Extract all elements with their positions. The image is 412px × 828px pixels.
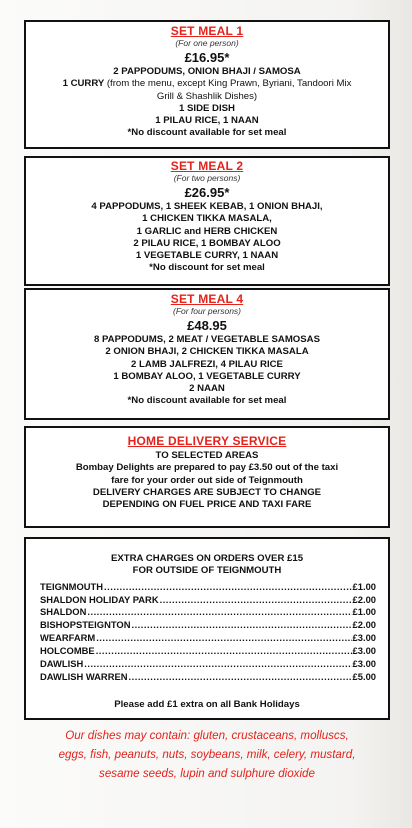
delivery-charge-row [40, 671, 376, 684]
delivery-price: £2.00 [352, 593, 376, 605]
delivery-place: DAWLISH WARREN [40, 670, 128, 682]
delivery-price: £3.00 [352, 632, 376, 644]
set-meal-2-line: 1 CHICKEN TIKKA MASALA, [142, 213, 272, 225]
extra-charges-box [24, 537, 390, 720]
set-meal-4-line: 8 PAPPODUMS, 2 MEAT / VEGETABLE SAMOSAS [93, 334, 320, 345]
set-meal-1-line-2 [26, 78, 388, 90]
set-meal-1-line-5: 1 PILAU RICE, 1 NAAN [155, 115, 259, 127]
set-meal-1-title: SET MEAL 1 [170, 24, 244, 38]
delivery-place: DAWLISH [40, 658, 84, 670]
set-meal-4-line: 2 LAMB JALFREZI, 4 PILAU RICE [131, 358, 283, 370]
delivery-charge-row [40, 594, 376, 607]
set-meal-1-curry: 1 CURRY [62, 78, 105, 90]
delivery-charge-row [40, 581, 376, 594]
set-meal-2-title: SET MEAL 2 [170, 159, 244, 173]
allergen-notice [26, 726, 388, 783]
home-delivery-line: fare for your order out side of Teignmouth [111, 474, 303, 486]
leader-dots [160, 594, 352, 607]
set-meal-4-box [24, 288, 390, 420]
set-meal-4-line: 2 NAAN [189, 383, 225, 395]
set-meal-2-price: £26.95* [184, 185, 230, 200]
set-meal-2-box [24, 156, 390, 286]
extra-charges-heading: EXTRA CHARGES ON ORDERS OVER £15 [110, 553, 304, 564]
leader-dots [131, 619, 351, 632]
delivery-price: £3.00 [352, 645, 376, 657]
delivery-charge-row [40, 645, 376, 658]
set-meal-4-price: £48.95 [187, 318, 227, 333]
set-meal-1-line-1: 2 PAPPODUMS, ONION BHAJI / SAMOSA [113, 66, 301, 77]
allergen-line: sesame seeds, lupin and sulphure dioxide [99, 767, 315, 780]
delivery-price: £1.00 [352, 606, 376, 618]
delivery-charge-row [40, 619, 376, 632]
set-meal-4-line: 1 BOMBAY ALOO, 1 VEGETABLE CURRY [113, 370, 301, 382]
set-meal-4-line: 2 ONION BHAJI, 2 CHICKEN TIKKA MASALA [105, 346, 309, 358]
set-meal-2-line: 4 PAPPODUMS, 1 SHEEK KEBAB, 1 ONION BHAJI, [91, 201, 323, 212]
leader-dots [104, 581, 352, 594]
set-meal-1-line-4: 1 SIDE DISH [179, 102, 235, 114]
delivery-place: SHALDON HOLIDAY PARK [40, 593, 159, 605]
allergen-line: Our dishes may contain: gluten, crustaceans, molluscs, [65, 729, 349, 742]
set-meal-1-subtitle: (For one person) [175, 38, 239, 48]
home-delivery-line: Bombay Delights are prepared to pay £3.50 out of the taxi [75, 462, 339, 474]
set-meal-1-line-3: Grill & Shashlik Dishes) [156, 90, 258, 102]
delivery-place: TEIGNMOUTH [40, 580, 104, 592]
leader-dots [84, 658, 351, 671]
home-delivery-line: DEPENDING ON FUEL PRICE AND TAXI FARE [102, 499, 312, 511]
delivery-price: £2.00 [352, 619, 376, 631]
set-meal-2-note: *No discount for set meal [149, 262, 265, 274]
leader-dots [87, 606, 351, 619]
allergen-line: eggs, fish, peanuts, nuts, soybeans, milk, celery, mustard, [58, 748, 356, 761]
set-meal-2-line: 1 GARLIC and HERB CHICKEN [136, 225, 278, 237]
set-meal-1-note: *No discount available for set meal [127, 127, 287, 139]
bank-holiday-note: Please add £1 extra on all Bank Holidays [114, 698, 300, 710]
set-meal-2-subtitle: (For two persons) [173, 173, 241, 183]
set-meal-4-title: SET MEAL 4 [170, 292, 244, 306]
set-meal-1-box [24, 20, 390, 149]
delivery-price: £5.00 [352, 670, 376, 682]
delivery-price: £1.00 [352, 580, 376, 592]
delivery-place: WEARFARM [40, 632, 96, 644]
home-delivery-title: HOME DELIVERY SERVICE [127, 434, 287, 448]
leader-dots [96, 645, 352, 658]
delivery-charge-row [40, 632, 376, 645]
delivery-place: HOLCOMBE [40, 645, 95, 657]
home-delivery-line: DELIVERY CHARGES ARE SUBJECT TO CHANGE [92, 486, 322, 498]
home-delivery-line: TO SELECTED AREAS [155, 450, 259, 461]
delivery-price: £3.00 [352, 658, 376, 670]
leader-dots [96, 632, 351, 645]
leader-dots [129, 671, 352, 684]
delivery-charge-row [40, 658, 376, 671]
extra-charges-subheading: FOR OUTSIDE OF TEIGNMOUTH [132, 565, 282, 577]
set-meal-1-curry-detail: (from the menu, except King Prawn, Byriani, Tandoori Mix [106, 78, 352, 90]
set-meal-4-subtitle: (For four persons) [172, 306, 242, 316]
set-meal-2-line: 1 VEGETABLE CURRY, 1 NAAN [135, 250, 279, 262]
delivery-place: BISHOPSTEIGNTON [40, 619, 131, 631]
delivery-place: SHALDON [40, 606, 87, 618]
set-meal-4-note: *No discount available for set meal [127, 395, 287, 407]
set-meal-2-line: 2 PILAU RICE, 1 BOMBAY ALOO [133, 237, 281, 249]
home-delivery-box [24, 426, 390, 528]
delivery-charge-row [40, 606, 376, 619]
set-meal-1-price: £16.95* [184, 50, 230, 65]
